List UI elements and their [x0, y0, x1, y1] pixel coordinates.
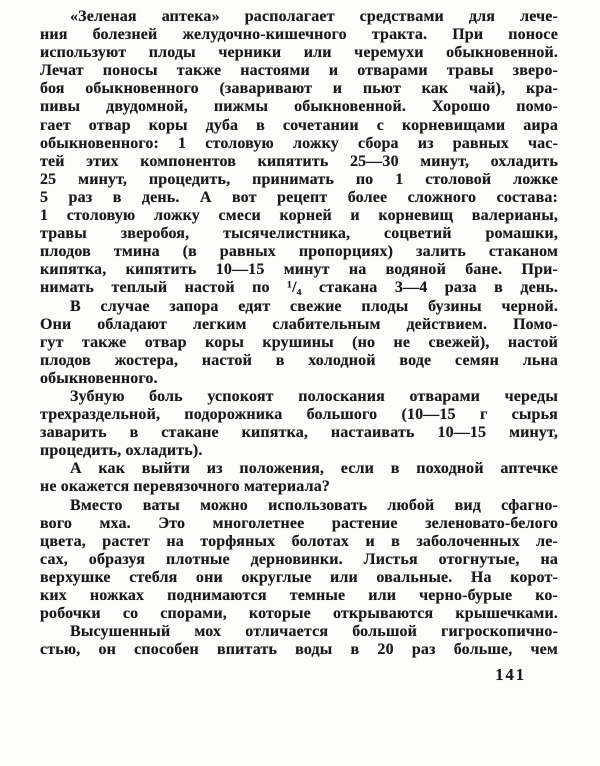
- text-line: нимать теплый настой по ¹/₄ стакана 3—4 раза в день.: [40, 279, 558, 297]
- text-line: обыкновенного: 1 столовую ложку сбора из равных час-: [40, 134, 558, 152]
- paragraph: [40, 298, 558, 388]
- text-line: цвета, растет на торфяных болотах и в заболоченных ле-: [40, 532, 558, 550]
- paragraph: [40, 460, 558, 496]
- text-line: плодов жостера, настой в холодной воде семян льна: [40, 351, 558, 369]
- text-line: А как выйти из положения, если в походной аптечке: [70, 460, 558, 478]
- text-line: ния болезней желудочно-кишечного тракта. При поносе: [40, 26, 558, 44]
- text-line: Они обладают легким слабительным действием. Помо-: [40, 315, 558, 333]
- text-line: травы зверобоя, тысячелистника, соцветий ромашки,: [40, 225, 558, 243]
- text-line: трехраздельной, подорожника большого (10—15 г сырья: [40, 406, 558, 424]
- page-number: 141: [495, 665, 526, 684]
- paragraph: [40, 8, 558, 298]
- text-line: тей этих компонентов кипятить 25—30 минут, охладить: [40, 152, 558, 170]
- text-line: ких ножках поднимаются темные или черно-бурые ко-: [40, 587, 558, 604]
- text-line: сах, образуя плотные дерновинки. Листья отогнутые, на: [40, 550, 558, 568]
- text-line: В случае запора едят свежие плоды бузины черной.: [70, 297, 558, 315]
- text-line: используют плоды черники или черемухи обыкновенной.: [40, 44, 558, 62]
- text-line: «Зеленая аптека» располагает средствами для лече-: [70, 8, 558, 25]
- text-line: Лечат поносы также настоями и отварами травы зверо-: [40, 62, 558, 80]
- text-line: заварить в стакане кипятка, настаивать 10—15 минут,: [40, 424, 558, 442]
- text-line: Зубную боль успокоят полоскания отварами череды: [70, 387, 558, 405]
- text-line: 5 раз в день. А вот рецепт более сложного состава:: [40, 188, 558, 206]
- text-line: робочки со спорами, которые открываются крышечками.: [40, 605, 558, 623]
- body-text: [40, 8, 558, 659]
- paragraph: [40, 623, 558, 659]
- text-line: процедить, охладить).: [40, 442, 203, 460]
- text-line: верхушке стебля они округлые или овальные. На корот-: [40, 568, 558, 586]
- text-line: плодов тмина (в равных пропорциях) залить стаканом: [40, 243, 558, 261]
- text-line: не окажется перевязочного материала?: [40, 478, 331, 496]
- text-line: вого мха. Это многолетнее растение зеленовато-белого: [40, 514, 558, 532]
- paragraph: [40, 497, 558, 624]
- text-line: 25 минут, процедить, принимать по 1 столовой ложке: [40, 170, 558, 188]
- text-line: гут также отвар коры крушины (но не свежей), настой: [40, 333, 558, 351]
- text-line: Вместо ваты можно использовать любой вид сфагно-: [70, 496, 558, 514]
- text-line: пивы двудомной, пижмы обыкновенной. Хорошо помо-: [40, 98, 558, 116]
- paragraph: [40, 388, 558, 460]
- text-line: 1 столовую ложку смеси корней и корневищ валерианы,: [40, 207, 558, 225]
- text-line: Высушенный мох отличается большой гигроскопично-: [70, 623, 558, 641]
- text-line: гает отвар коры дуба в сочетании с корневищами аира: [40, 116, 558, 134]
- text-line: стью, он способен впитать воды в 20 раз больше, чем: [40, 641, 558, 659]
- text-line: кипятка, кипятить 10—15 минут на водяной бане. При-: [40, 261, 558, 279]
- text-line: боя обыкновенного (заваривают и пьют как чай), кра-: [40, 80, 558, 98]
- text-line: обыкновенного.: [40, 369, 158, 387]
